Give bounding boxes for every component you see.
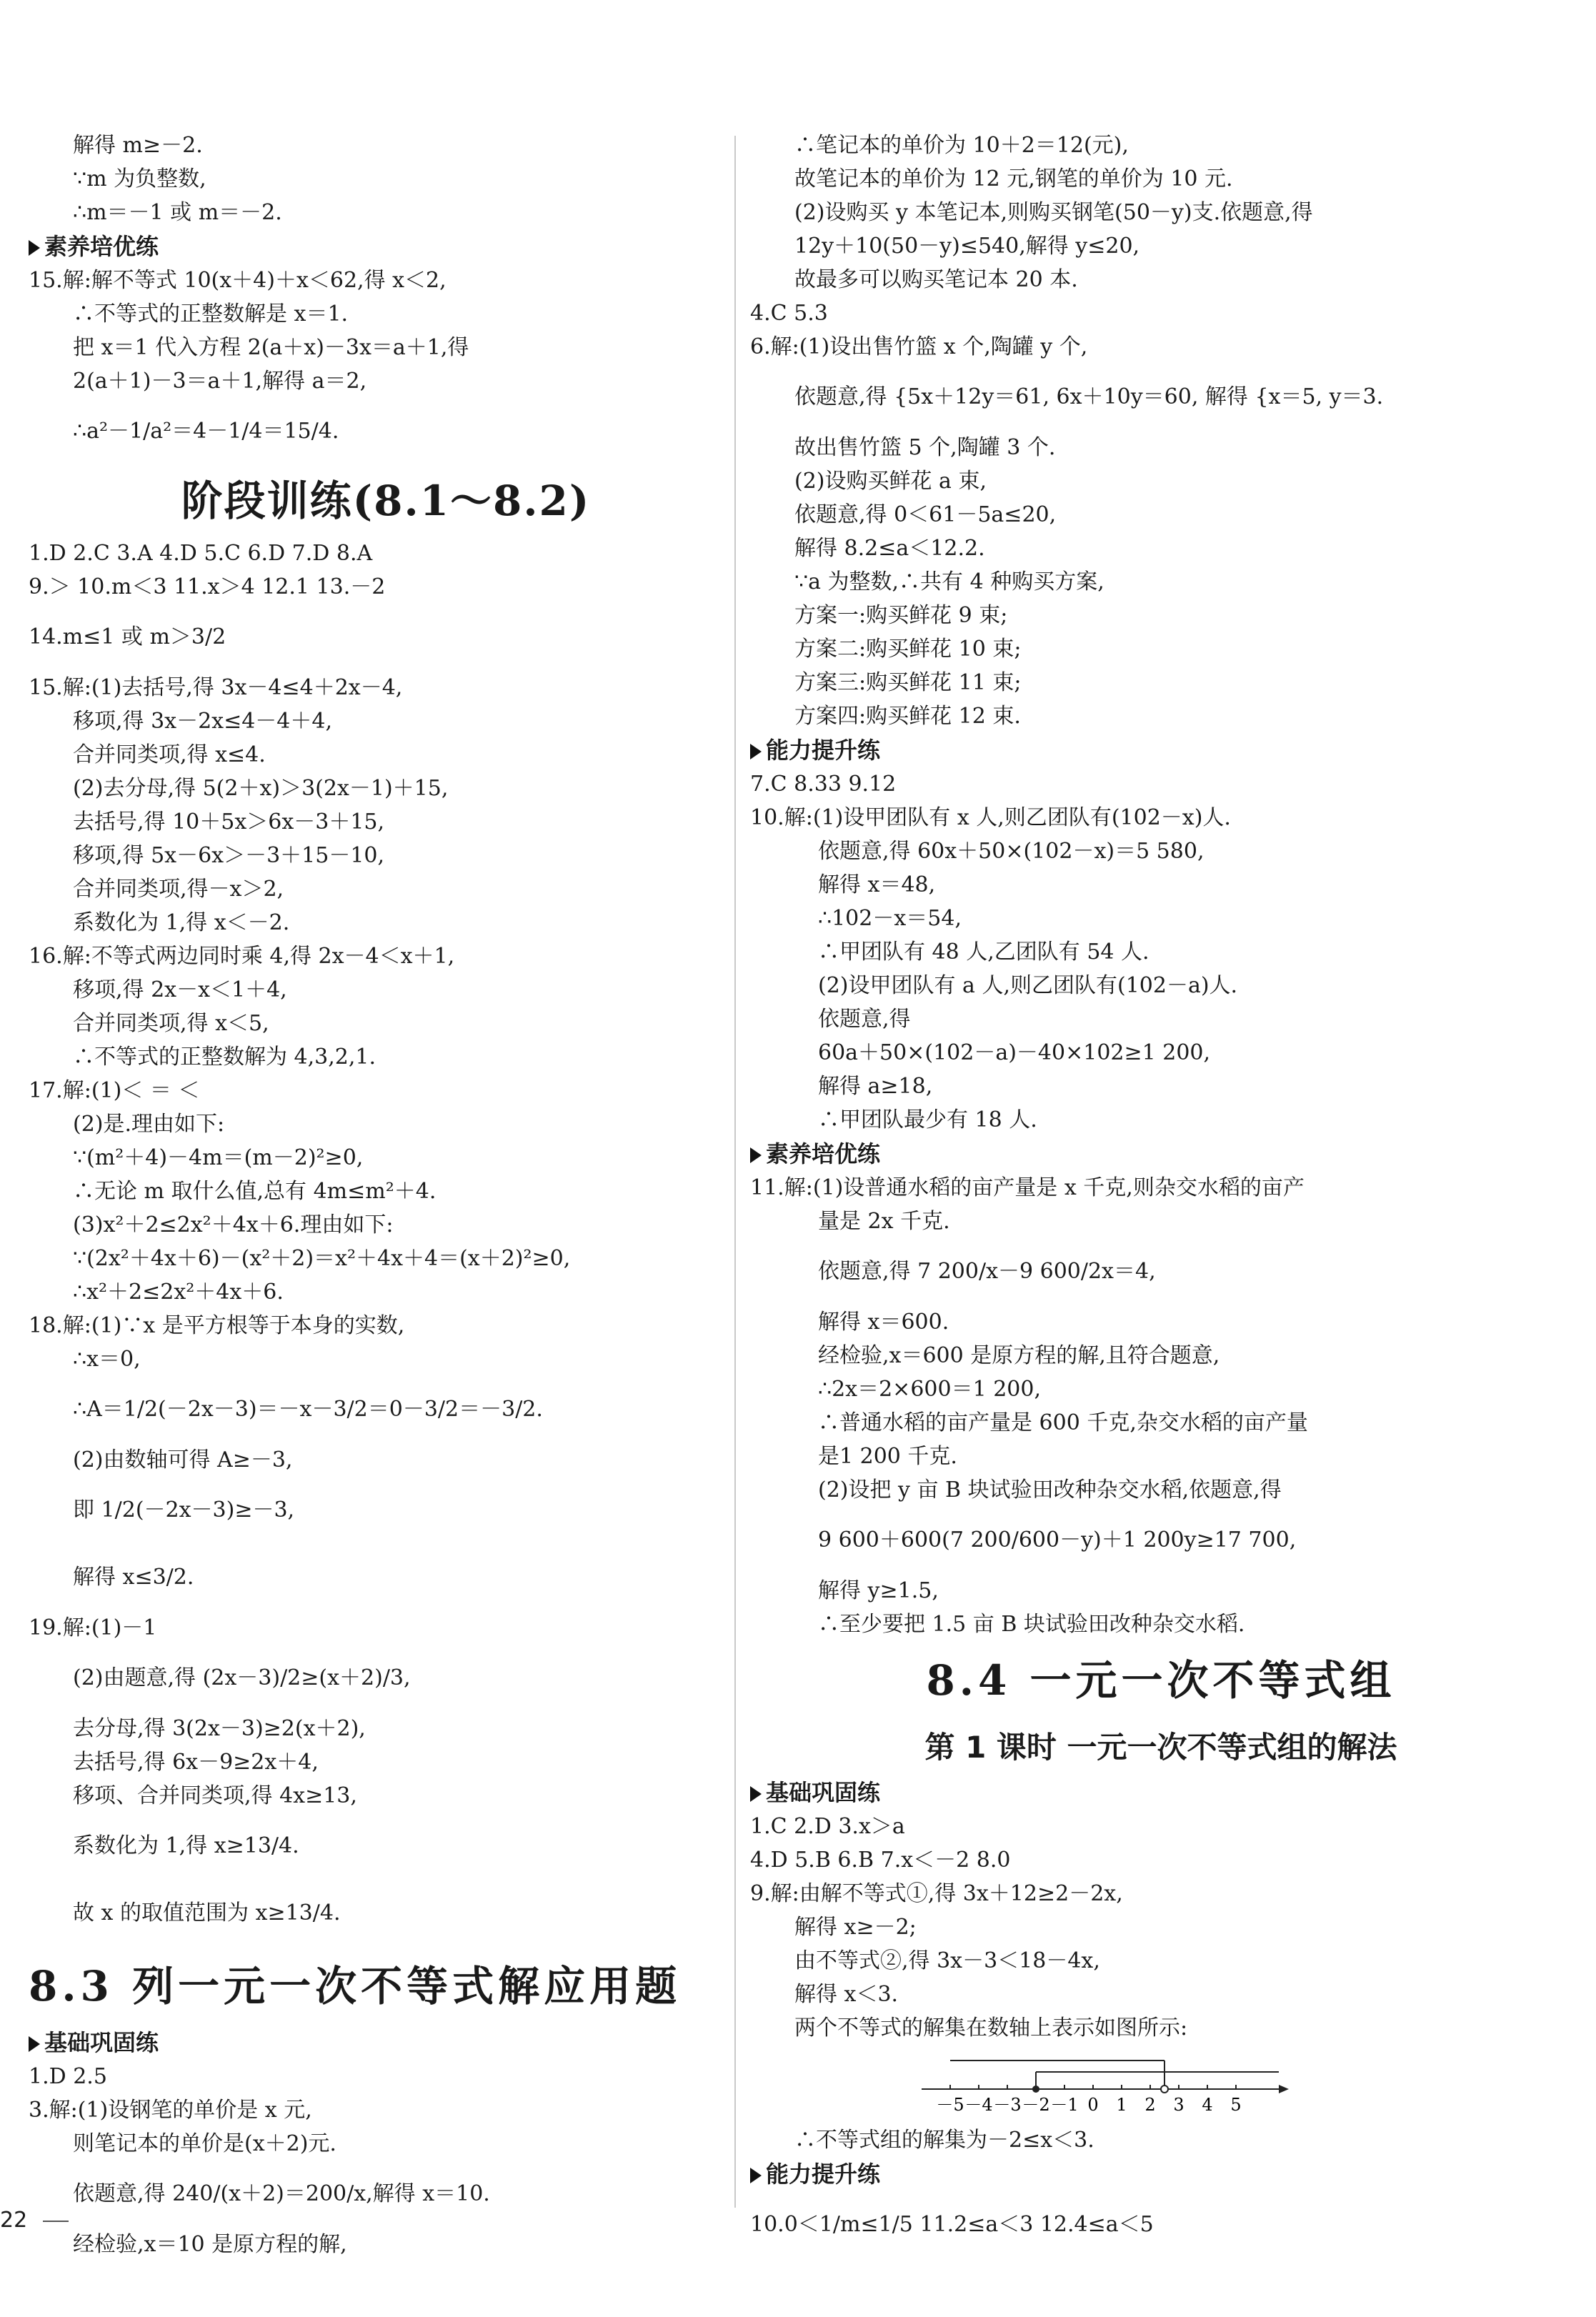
text-line: 合并同类项,得－x＞2, <box>73 877 284 902</box>
text-line: (2)去分母,得 5(2＋x)＞3(2x－1)＋15, <box>73 776 449 801</box>
text-line: ∴笔记本的单价为 10＋2＝12(元), <box>794 133 1129 158</box>
text-line: 两个不等式的解集在数轴上表示如图所示: <box>794 2015 1188 2041</box>
section-heading <box>750 1775 1572 1810</box>
page-number: 22 <box>0 2208 28 2233</box>
section-heading <box>29 2025 743 2060</box>
triangle-bullet-icon <box>750 1786 762 1802</box>
text-line: 由不等式②,得 3x－3＜18－4x, <box>794 1948 1100 1973</box>
section-heading-label: 素养培优练 <box>766 1140 881 1167</box>
closed-point <box>1032 2086 1039 2093</box>
text-line: 依题意,得 {5x＋12y＝61, 6x＋10y＝60, 解得 {x＝5, y＝3. <box>794 384 1384 409</box>
section-heading-label: 基础巩固练 <box>766 1779 881 1806</box>
text-line: (2)设购买 y 本笔记本,则购买钢笔(50－y)支.依题意,得 <box>794 200 1313 225</box>
text-line: 解得 x≤3/2. <box>73 1565 194 1590</box>
text-line: ∵(2x²＋4x＋6)－(x²＋2)＝x²＋4x＋4＝(x＋2)²≥0, <box>73 1246 571 1271</box>
page-number-dash <box>43 2221 69 2222</box>
text-line: 4.D 5.B 6.B 7.x＜－2 8.0 <box>750 1848 1011 1873</box>
text-line: 4.C 5.3 <box>750 301 828 326</box>
text-line: 系数化为 1,得 x＜－2. <box>73 910 290 935</box>
text-line: 合并同类项,得 x＜5, <box>73 1011 269 1036</box>
text-line: ∵a 为整数,∴共有 4 种购买方案, <box>794 569 1104 594</box>
text-line: 经检验,x＝10 是原方程的解, <box>73 2232 347 2257</box>
lesson-title: 第 1 课时 一元一次不等式组的解法 <box>924 1730 1397 1765</box>
text-line: 移项、合并同类项,得 4x≥13, <box>73 1783 357 1808</box>
number-line-tick-label: 5 <box>1230 2095 1242 2115</box>
text-line: ∴m＝－1 或 m＝－2. <box>73 200 282 225</box>
text-line: (2)由数轴可得 A≥－3, <box>73 1447 293 1473</box>
text-line: ∴x＝0, <box>73 1347 141 1372</box>
section-heading-label: 基础巩固练 <box>44 2029 159 2056</box>
text-line: 2(a＋1)－3＝a＋1,解得 a＝2, <box>73 369 367 394</box>
text-line: 18.解:(1)∵x 是平方根等于本身的实数, <box>29 1313 405 1338</box>
text-line: 9.＞ 10.m＜3 11.x＞4 12.1 13.－2 <box>29 574 386 599</box>
number-line-arrow <box>1279 2085 1289 2093</box>
text-line: 解得 y≥1.5, <box>818 1578 939 1603</box>
text-line: 方案二:购买鲜花 10 束; <box>794 637 1022 662</box>
left-column <box>29 129 743 2261</box>
number-line-tick-label: 3 <box>1173 2095 1184 2115</box>
section-heading <box>29 229 743 264</box>
text-line: 依题意,得 60x＋50×(102－x)＝5 580, <box>818 839 1205 864</box>
text-line: 11.解:(1)设普通水稻的亩产量是 x 千克,则杂交水稻的亩产 <box>750 1175 1305 1200</box>
number-line-tick-label: －1 <box>1050 2095 1079 2115</box>
text-line: 1.C 2.D 3.x＞a <box>750 1814 905 1839</box>
text-line: 依题意,得 0＜61－5a≤20, <box>794 502 1057 527</box>
text-line: ∴不等式的正整数解是 x＝1. <box>73 302 349 327</box>
text-line: 则笔记本的单价是(x＋2)元. <box>73 2131 336 2156</box>
text-line: 经检验,x＝600 是原方程的解,且符合题意, <box>818 1343 1220 1368</box>
text-line: ∴至少要把 1.5 亩 B 块试验田改种杂交水稻. <box>818 1612 1245 1637</box>
text-line: 依题意,得 240/(x＋2)＝200/x,解得 x＝10. <box>73 2181 490 2206</box>
number-line-tick-label: －4 <box>964 2095 993 2115</box>
text-line: ∴甲团队最少有 18 人. <box>818 1107 1037 1132</box>
number-line-tick-label: 1 <box>1116 2095 1127 2115</box>
text-line: 方案三:购买鲜花 11 束; <box>794 670 1022 695</box>
text-line: 方案一:购买鲜花 9 束; <box>794 603 1008 628</box>
text-line: (2)设把 y 亩 B 块试验田改种杂交水稻,依题意,得 <box>818 1478 1282 1503</box>
text-line: 移项,得 3x－2x≤4－4＋4, <box>73 709 333 734</box>
text-line: 1.D 2.5 <box>29 2064 107 2089</box>
text-line: (2)是.理由如下: <box>73 1112 225 1137</box>
stage-title: 阶段训练(8.1～8.2) <box>181 477 591 525</box>
triangle-bullet-icon <box>750 1147 762 1163</box>
text-line: 9 600＋600(7 200/600－y)＋1 200y≥17 700, <box>818 1528 1297 1553</box>
open-point <box>1161 2086 1168 2093</box>
text-line: 解得 a≥18, <box>818 1074 933 1099</box>
text-line: 12y＋10(50－y)≤540,解得 y≤20, <box>794 234 1140 259</box>
text-line: ∴无论 m 取什么值,总有 4m≤m²＋4. <box>73 1179 437 1204</box>
text-line: ∵m 为负整数, <box>73 166 206 191</box>
text-line: 系数化为 1,得 x≥13/4. <box>73 1833 299 1858</box>
text-line: 去括号,得 6x－9≥2x＋4, <box>73 1750 319 1775</box>
text-line: 移项,得 5x－6x＞－3＋15－10, <box>73 843 385 868</box>
text-line: 移项,得 2x－x＜1＋4, <box>73 977 287 1002</box>
text-line: 17.解:(1)＜ ＝ ＜ <box>29 1078 200 1103</box>
text-line: 6.解:(1)设出售竹篮 x 个,陶罐 y 个, <box>750 334 1088 359</box>
triangle-bullet-icon <box>29 2036 40 2052</box>
text-line: 是1 200 千克. <box>818 1444 957 1469</box>
number-line-svg <box>922 2045 1293 2123</box>
text-line: 解得 m≥－2. <box>73 133 203 158</box>
text-line: 14.m≤1 或 m＞3/2 <box>29 624 226 649</box>
section-heading-label: 能力提升练 <box>766 737 881 764</box>
text-line: 7.C 8.33 9.12 <box>750 772 897 797</box>
text-line: 15.解:(1)去括号,得 3x－4≤4＋2x－4, <box>29 675 403 700</box>
text-line: ∴普通水稻的亩产量是 600 千克,杂交水稻的亩产量 <box>818 1410 1308 1435</box>
text-line: 10.0＜1/m≤1/5 11.2≤a＜3 12.4≤a＜5 <box>750 2212 1154 2237</box>
text-line: 量是 2x 千克. <box>818 1209 950 1234</box>
number-line-labels <box>936 2095 1241 2115</box>
text-line: 解得 x≥－2; <box>794 1915 917 1940</box>
number-line-tick-label: －5 <box>936 2095 964 2115</box>
text-line: 解得 x＝600. <box>818 1310 949 1335</box>
text-line: 1.D 2.C 3.A 4.D 5.C 6.D 7.D 8.A <box>29 541 373 566</box>
text-line: 故最多可以购买笔记本 20 本. <box>794 267 1078 292</box>
section-heading <box>750 733 1572 767</box>
text-line: ∴A＝1/2(－2x－3)＝－x－3/2＝0－3/2＝－3/2. <box>73 1397 543 1422</box>
text-line: 10.解:(1)设甲团队有 x 人,则乙团队有(102－x)人. <box>750 805 1231 830</box>
section-heading <box>750 1137 1572 1171</box>
text-line: 去分母,得 3(2x－3)≥2(x＋2), <box>73 1716 366 1741</box>
text-line: 依题意,得 7 200/x－9 600/2x＝4, <box>818 1259 1156 1284</box>
text-line: ∴102－x＝54, <box>818 906 962 931</box>
number-line-figure <box>922 2045 1293 2123</box>
text-line: (2)设购买鲜花 a 束, <box>794 469 987 494</box>
triangle-bullet-icon <box>750 744 762 759</box>
text-line: ∵(m²＋4)－4m＝(m－2)²≥0, <box>73 1145 364 1170</box>
text-line: 合并同类项,得 x≤4. <box>73 742 266 767</box>
text-line: 9.解:由解不等式①,得 3x＋12≥2－2x, <box>750 1881 1123 1906</box>
text-line: (2)由题意,得 (2x－3)/2≥(x＋2)/3, <box>73 1665 411 1690</box>
chapter-title: 8.4 一元一次不等式组 <box>926 1656 1396 1705</box>
text-line: ∴x²＋2≤2x²＋4x＋6. <box>73 1280 284 1305</box>
text-line: 60a＋50×(102－a)－40×102≥1 200, <box>818 1040 1211 1065</box>
right-column <box>750 129 1572 2258</box>
text-line: 故笔记本的单价为 12 元,钢笔的单价为 10 元. <box>794 166 1233 191</box>
text-line: ∴甲团队有 48 人,乙团队有 54 人. <box>818 940 1149 965</box>
text-line: ∴2x＝2×600＝1 200, <box>818 1377 1041 1402</box>
text-line: ∴不等式的正整数解为 4,3,2,1. <box>73 1045 376 1070</box>
section-heading-label: 能力提升练 <box>766 2161 881 2188</box>
number-line-tick-label: －3 <box>993 2095 1022 2115</box>
text-line: 15.解:解不等式 10(x＋4)＋x＜62,得 x＜2, <box>29 268 447 293</box>
number-line-tick-label: －2 <box>1022 2095 1050 2115</box>
text-line: (3)x²＋2≤2x²＋4x＋6.理由如下: <box>73 1212 394 1237</box>
text-line: 故 x 的取值范围为 x≥13/4. <box>73 1900 341 1925</box>
triangle-bullet-icon <box>29 240 40 256</box>
chapter-title: 8.3 列一元一次不等式解应用题 <box>29 1962 682 2010</box>
text-line: 依题意,得 <box>818 1007 911 1032</box>
number-line-tick-label: 4 <box>1202 2095 1213 2115</box>
number-line-tick-label: 2 <box>1144 2095 1156 2115</box>
text-line: 去括号,得 10＋5x＞6x－3＋15, <box>73 809 385 834</box>
text-line: 方案四:购买鲜花 12 束. <box>794 704 1021 729</box>
triangle-bullet-icon <box>750 2168 762 2183</box>
section-heading-label: 素养培优练 <box>44 233 159 260</box>
text-line: 19.解:(1)－1 <box>29 1615 157 1640</box>
text-line: ∴a²－1/a²＝4－1/4＝15/4. <box>73 419 339 444</box>
text-line: ∴不等式组的解集为－2≤x＜3. <box>794 2128 1094 2153</box>
text-line: 即 1/2(－2x－3)≥－3, <box>73 1498 295 1523</box>
text-line: 把 x＝1 代入方程 2(a＋x)－3x＝a＋1,得 <box>73 335 469 360</box>
text-line: 故出售竹篮 5 个,陶罐 3 个. <box>794 435 1056 460</box>
text-line: 解得 8.2≤a＜12.2. <box>794 536 985 561</box>
number-line-tick-label: 0 <box>1087 2095 1099 2115</box>
text-line: (2)设甲团队有 a 人,则乙团队有(102－a)人. <box>818 973 1238 998</box>
text-line: 解得 x＜3. <box>794 1982 899 2007</box>
section-heading <box>750 2157 1572 2191</box>
text-line: 3.解:(1)设钢笔的单价是 x 元, <box>29 2098 312 2123</box>
text-line: 解得 x＝48, <box>818 872 936 897</box>
text-line: 16.解:不等式两边同时乘 4,得 2x－4＜x＋1, <box>29 944 455 969</box>
